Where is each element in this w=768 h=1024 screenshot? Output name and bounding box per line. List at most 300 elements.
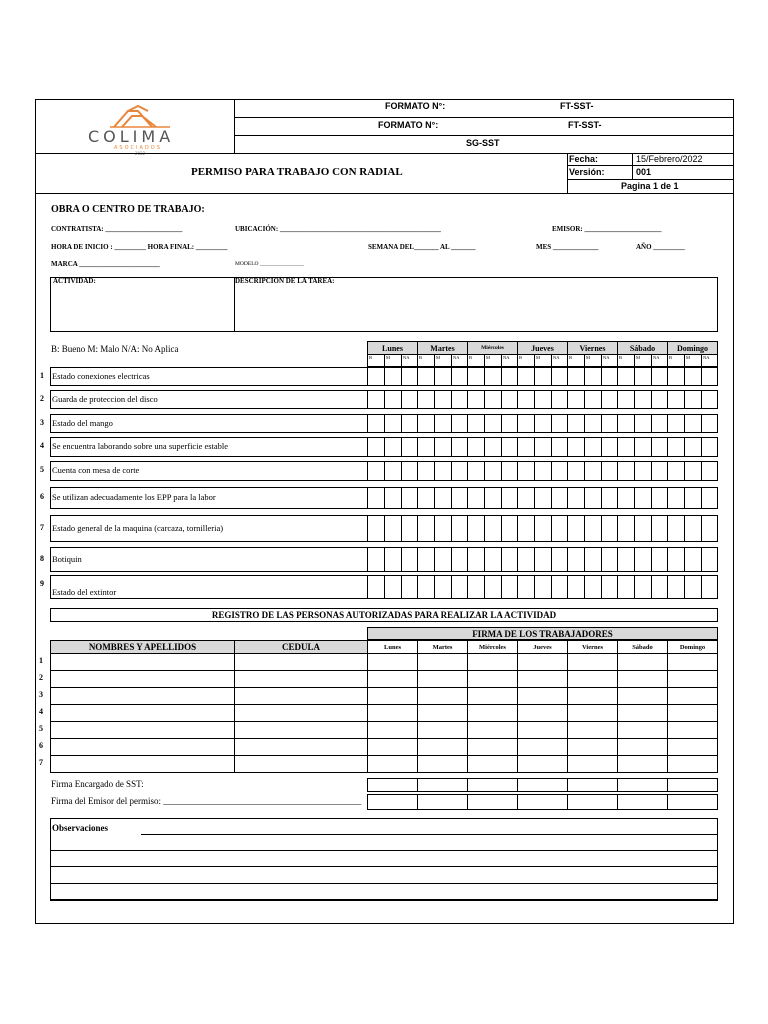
check-cell[interactable]	[701, 547, 718, 572]
firma-cell[interactable]	[417, 755, 468, 773]
nombre-cell[interactable]	[50, 653, 235, 671]
check-cell[interactable]	[567, 367, 585, 386]
check-cell[interactable]	[484, 575, 502, 599]
check-cell[interactable]	[467, 575, 485, 599]
check-cell[interactable]	[701, 390, 718, 409]
signature-cell[interactable]	[367, 778, 418, 792]
mes-field[interactable]: MES _____________	[536, 243, 599, 251]
firma-cell[interactable]	[567, 721, 618, 739]
check-cell[interactable]	[551, 390, 568, 409]
modelo-field[interactable]: MODELO ________________	[235, 261, 304, 267]
firma-cell[interactable]	[417, 721, 468, 739]
check-cell[interactable]	[567, 390, 585, 409]
check-cell[interactable]	[567, 575, 585, 599]
check-cell[interactable]	[667, 414, 685, 433]
check-cell[interactable]	[601, 414, 618, 433]
check-cell[interactable]	[401, 437, 418, 457]
item-label: Se encuentra laborando sobre una superficie estable	[52, 441, 229, 451]
check-cell[interactable]	[384, 437, 402, 457]
check-cell[interactable]	[601, 461, 618, 481]
nombre-cell[interactable]	[50, 721, 235, 739]
firma-cell[interactable]	[667, 755, 718, 773]
check-cell[interactable]	[367, 367, 385, 386]
check-cell[interactable]	[484, 437, 502, 457]
firma-cell[interactable]	[367, 721, 418, 739]
firma-cell[interactable]	[517, 670, 568, 688]
firma-cell[interactable]	[417, 653, 468, 671]
firma-cell[interactable]	[667, 653, 718, 671]
check-cell[interactable]	[517, 414, 535, 433]
check-cell[interactable]	[701, 461, 718, 481]
actividad-box[interactable]	[50, 277, 718, 332]
check-cell[interactable]	[534, 437, 552, 457]
firma-cell[interactable]	[617, 704, 668, 722]
firma-cell[interactable]	[617, 670, 668, 688]
check-cell[interactable]	[517, 437, 535, 457]
hora-field[interactable]: HORA DE INICIO : _________ HORA FINAL: _________	[51, 243, 228, 251]
check-cell[interactable]	[467, 367, 485, 386]
check-cell[interactable]	[417, 487, 435, 509]
cedula-cell[interactable]	[234, 721, 368, 739]
nombre-cell[interactable]	[50, 755, 235, 773]
check-cell[interactable]	[634, 390, 652, 409]
check-cell[interactable]	[684, 547, 702, 572]
check-cell[interactable]	[501, 515, 518, 542]
firma-cell[interactable]	[367, 704, 418, 722]
firma-cell[interactable]	[567, 670, 618, 688]
firma-cell[interactable]	[417, 704, 468, 722]
registro-row-number: 4	[39, 707, 43, 716]
firma-cell[interactable]	[617, 687, 668, 705]
firma-cell[interactable]	[467, 653, 518, 671]
firma-cell[interactable]	[417, 738, 468, 756]
check-cell[interactable]	[651, 575, 668, 599]
check-cell[interactable]	[401, 461, 418, 481]
firma-cell[interactable]	[517, 721, 568, 739]
check-cell[interactable]	[367, 547, 385, 572]
nombre-cell[interactable]	[50, 704, 235, 722]
check-cell[interactable]	[434, 390, 452, 409]
check-cell[interactable]	[617, 461, 635, 481]
check-cell[interactable]	[701, 487, 718, 509]
check-cell[interactable]	[484, 547, 502, 572]
check-cell[interactable]	[584, 575, 602, 599]
registro-row-number: 3	[39, 690, 43, 699]
firma-day-header	[467, 640, 518, 654]
check-cell[interactable]	[584, 414, 602, 433]
check-cell[interactable]	[634, 414, 652, 433]
check-cell[interactable]	[367, 461, 385, 481]
check-cell[interactable]	[567, 547, 585, 572]
check-cell[interactable]	[417, 367, 435, 386]
cedula-cell[interactable]	[234, 670, 368, 688]
check-cell[interactable]	[684, 390, 702, 409]
firma-cell[interactable]	[467, 704, 518, 722]
cedula-cell[interactable]	[234, 653, 368, 671]
cedula-cell[interactable]	[234, 738, 368, 756]
check-cell[interactable]	[567, 487, 585, 509]
check-cell[interactable]	[484, 414, 502, 433]
signature-cell[interactable]	[617, 778, 668, 792]
firma-encargado-label: Firma Encargado de SST:	[51, 779, 144, 789]
check-cell[interactable]	[684, 575, 702, 599]
day-header-domingo	[667, 341, 718, 355]
subheader-label: M	[436, 355, 441, 360]
signature-cell[interactable]	[417, 778, 468, 792]
check-cell[interactable]	[684, 367, 702, 386]
check-cell[interactable]	[684, 437, 702, 457]
check-cell[interactable]	[384, 390, 402, 409]
check-cell[interactable]	[451, 414, 468, 433]
item-number: 9	[40, 579, 44, 588]
check-cell[interactable]	[684, 414, 702, 433]
check-cell[interactable]	[417, 575, 435, 599]
firma-cell[interactable]	[567, 755, 618, 773]
check-cell[interactable]	[667, 547, 685, 572]
firma-day-label: Domingo	[679, 643, 706, 651]
observaciones-box[interactable]	[50, 818, 718, 901]
check-cell[interactable]	[634, 437, 652, 457]
check-cell[interactable]	[651, 367, 668, 386]
check-cell[interactable]	[651, 547, 668, 572]
firma-cell[interactable]	[467, 687, 518, 705]
check-cell[interactable]	[584, 390, 602, 409]
check-cell[interactable]	[434, 547, 452, 572]
signature-cell[interactable]	[667, 794, 718, 810]
check-cell[interactable]	[684, 461, 702, 481]
check-cell[interactable]	[601, 487, 618, 509]
check-cell[interactable]	[651, 515, 668, 542]
check-cell[interactable]	[517, 575, 535, 599]
subheader-label: NA	[653, 355, 660, 360]
check-cell[interactable]	[551, 367, 568, 386]
check-cell[interactable]	[701, 367, 718, 386]
check-cell[interactable]	[651, 461, 668, 481]
check-cell[interactable]	[451, 487, 468, 509]
check-cell[interactable]	[617, 547, 635, 572]
check-cell[interactable]	[517, 487, 535, 509]
check-cell[interactable]	[367, 515, 385, 542]
check-cell[interactable]	[434, 575, 452, 599]
firma-cell[interactable]	[467, 670, 518, 688]
check-cell[interactable]	[634, 515, 652, 542]
firma-cell[interactable]	[467, 755, 518, 773]
check-cell[interactable]	[384, 461, 402, 481]
check-cell[interactable]	[467, 547, 485, 572]
firma-cell[interactable]	[517, 755, 568, 773]
check-cell[interactable]	[567, 515, 585, 542]
check-cell[interactable]	[584, 461, 602, 481]
check-cell[interactable]	[451, 461, 468, 481]
firma-cell[interactable]	[417, 687, 468, 705]
nombre-cell[interactable]	[50, 670, 235, 688]
check-cell[interactable]	[601, 547, 618, 572]
check-cell[interactable]	[617, 437, 635, 457]
check-cell[interactable]	[617, 414, 635, 433]
check-cell[interactable]	[401, 390, 418, 409]
check-cell[interactable]	[467, 414, 485, 433]
firma-cell[interactable]	[667, 704, 718, 722]
check-cell[interactable]	[384, 414, 402, 433]
firma-cell[interactable]	[567, 738, 618, 756]
marca-field[interactable]: MARCA _______________________	[51, 260, 160, 268]
firma-cell[interactable]	[617, 721, 668, 739]
check-cell[interactable]	[667, 487, 685, 509]
ubicacion-field[interactable]: UBICACIÓN: ______________________________________________	[235, 225, 441, 233]
check-cell[interactable]	[551, 461, 568, 481]
check-cell[interactable]	[451, 575, 468, 599]
check-cell[interactable]	[617, 390, 635, 409]
check-cell[interactable]	[434, 461, 452, 481]
signature-cell[interactable]	[567, 778, 618, 792]
subheader-cell	[684, 354, 702, 367]
nombre-cell[interactable]	[50, 687, 235, 705]
check-cell[interactable]	[517, 367, 535, 386]
check-cell[interactable]	[517, 390, 535, 409]
check-cell[interactable]	[701, 575, 718, 599]
signature-cell[interactable]	[517, 794, 568, 810]
check-cell[interactable]	[384, 515, 402, 542]
signature-cell[interactable]	[367, 794, 418, 810]
check-cell[interactable]	[617, 487, 635, 509]
check-cell[interactable]	[367, 414, 385, 433]
check-cell[interactable]	[484, 515, 502, 542]
firma-cell[interactable]	[667, 670, 718, 688]
check-cell[interactable]	[467, 487, 485, 509]
check-cell[interactable]	[367, 575, 385, 599]
check-cell[interactable]	[584, 367, 602, 386]
check-cell[interactable]	[484, 461, 502, 481]
check-cell[interactable]	[634, 487, 652, 509]
check-cell[interactable]	[401, 575, 418, 599]
check-cell[interactable]	[467, 390, 485, 409]
check-cell[interactable]	[567, 461, 585, 481]
check-cell[interactable]	[667, 515, 685, 542]
check-cell[interactable]	[501, 575, 518, 599]
check-cell[interactable]	[584, 515, 602, 542]
firma-cell[interactable]	[617, 738, 668, 756]
check-cell[interactable]	[384, 575, 402, 599]
firma-cell[interactable]	[367, 670, 418, 688]
check-cell[interactable]	[567, 437, 585, 457]
check-cell[interactable]	[651, 437, 668, 457]
check-cell[interactable]	[667, 437, 685, 457]
signature-cell[interactable]	[517, 778, 568, 792]
subheader-cell	[634, 354, 652, 367]
check-cell[interactable]	[417, 547, 435, 572]
subheader-label: M	[636, 355, 641, 360]
contratista-field[interactable]: CONTRATISTA: ______________________	[51, 225, 183, 233]
check-cell[interactable]	[451, 515, 468, 542]
check-cell[interactable]	[517, 461, 535, 481]
check-cell[interactable]	[484, 367, 502, 386]
check-cell[interactable]	[384, 487, 402, 509]
check-cell[interactable]	[467, 515, 485, 542]
signature-cell[interactable]	[417, 794, 468, 810]
firma-cell[interactable]	[517, 738, 568, 756]
check-cell[interactable]	[534, 461, 552, 481]
check-cell[interactable]	[601, 390, 618, 409]
check-cell[interactable]	[367, 390, 385, 409]
check-cell[interactable]	[467, 461, 485, 481]
check-cell[interactable]	[651, 390, 668, 409]
check-cell[interactable]	[434, 515, 452, 542]
firma-cell[interactable]	[617, 653, 668, 671]
subheader-cell	[551, 354, 568, 367]
signature-cell[interactable]	[667, 778, 718, 792]
firma-cell[interactable]	[567, 653, 618, 671]
check-cell[interactable]	[601, 437, 618, 457]
firma-cell[interactable]	[467, 721, 518, 739]
check-cell[interactable]	[451, 367, 468, 386]
check-cell[interactable]	[467, 437, 485, 457]
day-label: Domingo	[676, 343, 709, 353]
check-cell[interactable]	[501, 367, 518, 386]
item-number: 5	[40, 465, 44, 474]
firma-cell[interactable]	[417, 670, 468, 688]
check-cell[interactable]	[401, 367, 418, 386]
check-cell[interactable]	[417, 414, 435, 433]
firma-cell[interactable]	[567, 687, 618, 705]
check-cell[interactable]	[584, 437, 602, 457]
check-cell[interactable]	[617, 367, 635, 386]
check-cell[interactable]	[434, 437, 452, 457]
emisor-field[interactable]: EMISOR: ______________________	[552, 225, 662, 233]
subheader-cell	[601, 354, 618, 367]
check-cell[interactable]	[501, 437, 518, 457]
firma-cell[interactable]	[367, 738, 418, 756]
check-cell[interactable]	[601, 367, 618, 386]
check-cell[interactable]	[634, 547, 652, 572]
check-cell[interactable]	[684, 487, 702, 509]
check-cell[interactable]	[417, 461, 435, 481]
check-cell[interactable]	[501, 487, 518, 509]
firma-cell[interactable]	[517, 687, 568, 705]
check-cell[interactable]	[534, 367, 552, 386]
check-cell[interactable]	[367, 487, 385, 509]
check-cell[interactable]	[501, 547, 518, 572]
check-cell[interactable]	[501, 461, 518, 481]
nombre-cell[interactable]	[50, 738, 235, 756]
firma-cell[interactable]	[367, 687, 418, 705]
firma-cell[interactable]	[367, 653, 418, 671]
check-cell[interactable]	[451, 547, 468, 572]
check-cell[interactable]	[551, 487, 568, 509]
check-cell[interactable]	[684, 515, 702, 542]
check-cell[interactable]	[484, 390, 502, 409]
check-cell[interactable]	[584, 487, 602, 509]
registro-title: REGISTRO DE LAS PERSONAS AUTORIZADAS PARA REALIZAR LA ACTIVIDAD	[211, 610, 557, 620]
firma-cell[interactable]	[617, 755, 668, 773]
cedula-cell[interactable]	[234, 687, 368, 705]
check-cell[interactable]	[634, 461, 652, 481]
check-cell[interactable]	[667, 461, 685, 481]
signature-cell[interactable]	[467, 794, 518, 810]
check-cell[interactable]	[667, 390, 685, 409]
check-cell[interactable]	[651, 414, 668, 433]
check-cell[interactable]	[701, 414, 718, 433]
check-cell[interactable]	[534, 515, 552, 542]
check-cell[interactable]	[501, 414, 518, 433]
check-cell[interactable]	[501, 390, 518, 409]
check-cell[interactable]	[534, 414, 552, 433]
signature-cell[interactable]	[617, 794, 668, 810]
check-cell[interactable]	[434, 487, 452, 509]
firma-cell[interactable]	[667, 687, 718, 705]
signature-cell[interactable]	[467, 778, 518, 792]
firma-cell[interactable]	[517, 704, 568, 722]
item-number: 8	[40, 553, 44, 563]
subheader-cell	[484, 354, 502, 367]
firma-cell[interactable]	[517, 653, 568, 671]
firma-cell[interactable]	[467, 738, 518, 756]
check-cell[interactable]	[401, 547, 418, 572]
check-cell[interactable]	[551, 437, 568, 457]
check-cell[interactable]	[367, 437, 385, 457]
check-cell[interactable]	[551, 414, 568, 433]
check-cell[interactable]	[701, 437, 718, 457]
check-cell[interactable]	[551, 575, 568, 599]
anio-field[interactable]: AÑO _________	[636, 243, 685, 251]
check-cell[interactable]	[417, 390, 435, 409]
check-cell[interactable]	[667, 575, 685, 599]
check-cell[interactable]	[451, 437, 468, 457]
check-cell[interactable]	[617, 515, 635, 542]
check-cell[interactable]	[567, 414, 585, 433]
check-cell[interactable]	[517, 547, 535, 572]
check-cell[interactable]	[617, 575, 635, 599]
check-cell[interactable]	[434, 414, 452, 433]
formato-label-2: FORMATO N°:	[378, 120, 439, 130]
check-cell[interactable]	[534, 575, 552, 599]
check-cell[interactable]	[384, 547, 402, 572]
check-cell[interactable]	[401, 414, 418, 433]
check-cell[interactable]	[584, 547, 602, 572]
check-cell[interactable]	[534, 547, 552, 572]
check-cell[interactable]	[401, 515, 418, 542]
firma-cell[interactable]	[667, 721, 718, 739]
cedula-cell[interactable]	[234, 704, 368, 722]
check-cell[interactable]	[634, 367, 652, 386]
firma-cell[interactable]	[367, 755, 418, 773]
check-cell[interactable]	[601, 575, 618, 599]
check-cell[interactable]	[401, 487, 418, 509]
check-cell[interactable]	[701, 515, 718, 542]
check-cell[interactable]	[634, 575, 652, 599]
firma-cell[interactable]	[567, 704, 618, 722]
check-cell[interactable]	[534, 390, 552, 409]
subheader-cell	[701, 354, 718, 367]
check-cell[interactable]	[551, 515, 568, 542]
check-cell[interactable]	[534, 487, 552, 509]
cedula-cell[interactable]	[234, 755, 368, 773]
signature-cell[interactable]	[567, 794, 618, 810]
check-cell[interactable]	[451, 390, 468, 409]
check-cell[interactable]	[551, 547, 568, 572]
firma-cell[interactable]	[667, 738, 718, 756]
check-cell[interactable]	[417, 515, 435, 542]
subheader-label: B	[569, 355, 573, 360]
check-cell[interactable]	[417, 437, 435, 457]
check-cell[interactable]	[484, 487, 502, 509]
check-cell[interactable]	[517, 515, 535, 542]
check-cell[interactable]	[601, 515, 618, 542]
check-cell[interactable]	[667, 367, 685, 386]
check-cell[interactable]	[384, 367, 402, 386]
check-cell[interactable]	[434, 367, 452, 386]
check-cell[interactable]	[651, 487, 668, 509]
semana-field[interactable]: SEMANA DEL_______ AL _______	[368, 243, 476, 251]
